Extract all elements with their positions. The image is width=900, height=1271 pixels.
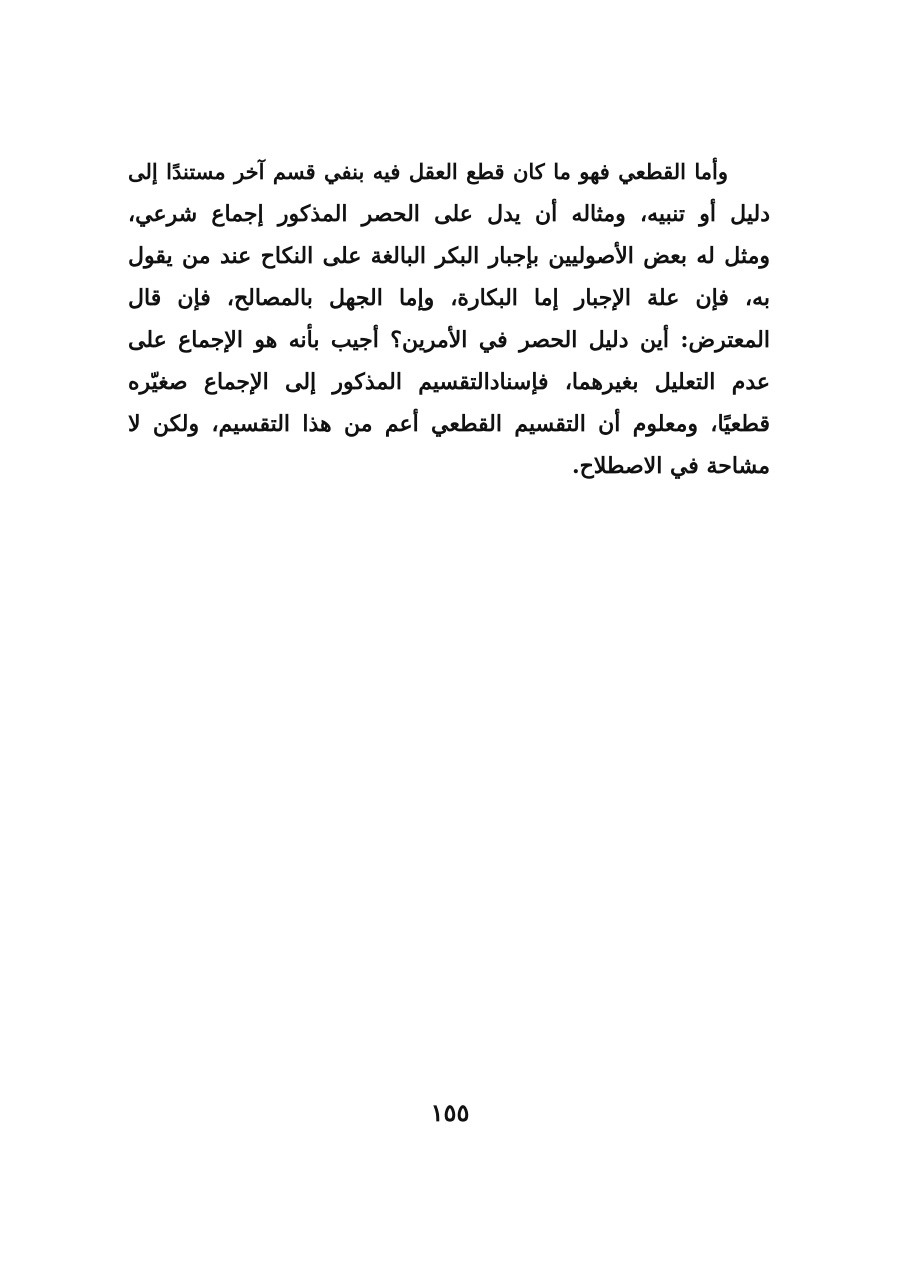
paragraph-line-8: مشاحة في الاصطلاح.	[571, 453, 770, 479]
paragraph-line-4: به، فإن علة الإجبار إما البكارة، وإما الجهل بالمصالح، فإن قال	[128, 285, 770, 311]
paragraph-line-1: وأما القطعي فهو ما كان قطع العقل فيه بنفي قسم آخر مستندًا إلى	[128, 159, 728, 184]
body-paragraph	[128, 151, 770, 487]
paragraph-line-3: ومثل له بعض الأصوليين بإجبار البكر البالغة على النكاح عند من يقول	[128, 243, 770, 269]
page-number: ١٥٥	[430, 1098, 470, 1127]
paragraph-line-2: دليل أو تنبيه، ومثاله أن يدل على الحصر المذكور إجماع شرعي،	[128, 201, 770, 227]
paragraph-line-7: قطعيًا، ومعلوم أن التقسيم القطعي أعم من هذا التقسيم، ولكن لا	[128, 411, 770, 437]
paragraph-line-5: المعترض: أين دليل الحصر في الأمرين؟ أجيب بأنه هو الإجماع على	[128, 327, 770, 353]
paragraph-line-6: عدم التعليل بغيرهما، فإسنادالتقسيم المذكور إلى الإجماع صغيّره	[128, 369, 770, 395]
